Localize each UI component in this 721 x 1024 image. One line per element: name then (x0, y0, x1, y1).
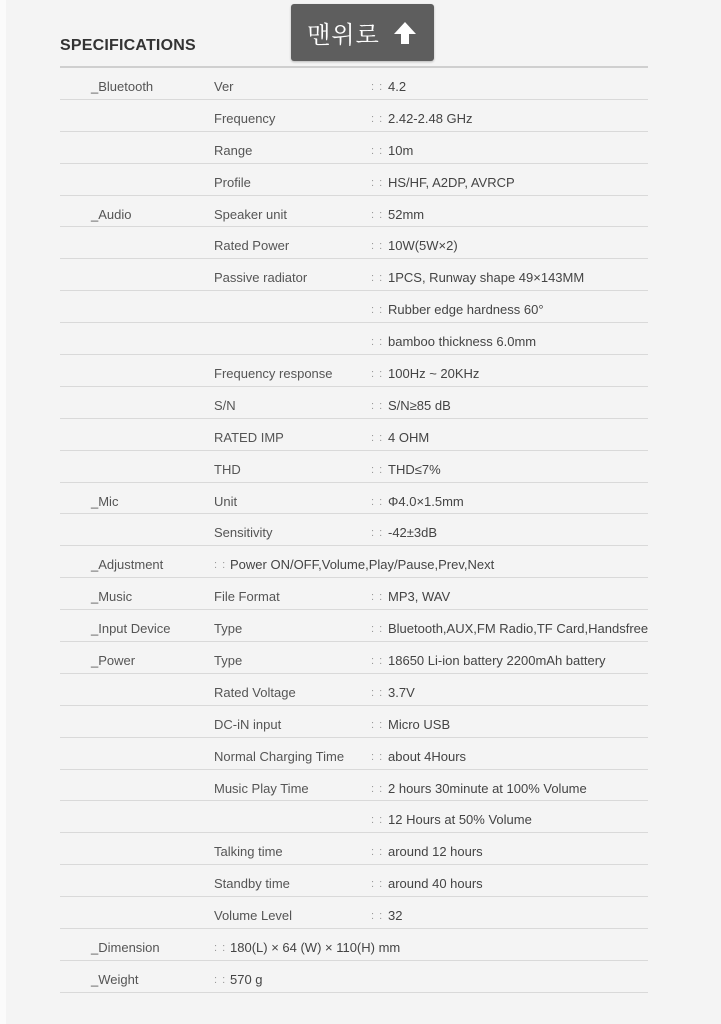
spec-separator: : : (371, 878, 384, 891)
spec-row (60, 897, 648, 929)
spec-row (60, 770, 648, 802)
spec-separator: : : (214, 973, 227, 986)
spec-separator: : : (371, 272, 384, 285)
spec-row (60, 164, 648, 196)
spec-separator: : : (371, 431, 384, 444)
spec-row (60, 355, 648, 387)
spec-label: Frequency (214, 110, 276, 126)
spec-value: 52mm (388, 206, 425, 222)
page-title: SPECIFICATIONS (60, 37, 196, 54)
spec-category: _Mic (91, 493, 119, 509)
spec-row (60, 929, 648, 961)
spec-label: File Format (214, 589, 280, 605)
spec-row (60, 68, 648, 100)
spec-category: _Audio (91, 206, 132, 222)
spec-separator: : : (371, 336, 384, 349)
arrow-up-icon (392, 20, 418, 46)
spec-row (60, 578, 648, 610)
spec-label: Music Play Time (214, 780, 309, 796)
spec-label: Profile (214, 174, 251, 190)
spec-separator: : : (371, 495, 384, 508)
spec-row (60, 738, 648, 770)
spec-category: _Bluetooth (91, 79, 154, 94)
spec-value: around 40 hours (388, 876, 483, 892)
specifications-table (60, 68, 648, 993)
spec-label: Unit (214, 493, 238, 509)
spec-label: Type (214, 621, 243, 637)
spec-label: Passive radiator (214, 270, 308, 286)
spec-separator: : : (371, 463, 384, 476)
spec-separator: : : (371, 112, 384, 125)
spec-row (60, 451, 648, 483)
spec-separator: : : (371, 399, 384, 412)
spec-label: Frequency response (214, 366, 333, 382)
spec-category: _Dimension (91, 940, 160, 956)
spec-label: Talking time (214, 844, 283, 860)
spec-row (60, 196, 648, 228)
spec-row (60, 833, 648, 865)
spec-category: _Input Device (91, 621, 171, 637)
spec-label: Speaker unit (214, 206, 287, 222)
spec-separator: : : (371, 176, 384, 189)
spec-separator: : : (371, 718, 384, 731)
spec-value: 32 (388, 908, 403, 924)
spec-separator: : : (371, 750, 384, 763)
spec-label: Volume Level (214, 908, 293, 924)
spec-row (60, 801, 648, 833)
spec-row (60, 546, 648, 578)
spec-row (60, 483, 648, 515)
spec-value: MP3, WAV (388, 589, 451, 605)
spec-row (60, 387, 648, 419)
spec-category: _Power (91, 653, 136, 669)
spec-value: HS/HF, A2DP, AVRCP (388, 174, 515, 190)
spec-row (60, 706, 648, 738)
spec-category: _Music (91, 589, 133, 605)
spec-label: Sensitivity (214, 525, 273, 541)
spec-label: S/N (214, 397, 236, 413)
spec-row (60, 514, 648, 546)
spec-value: bamboo thickness 6.0mm (388, 334, 537, 350)
spec-value: 2 hours 30minute at 100% Volume (388, 780, 587, 796)
spec-separator: : : (371, 655, 384, 668)
spec-row (60, 642, 648, 674)
spec-separator: : : (371, 846, 384, 859)
spec-separator: : : (371, 240, 384, 253)
spec-value: 2.42-2.48 GHz (388, 110, 473, 126)
spec-row (60, 419, 648, 451)
spec-separator: : : (371, 814, 384, 827)
spec-separator: : : (214, 559, 227, 572)
spec-value: THD≤7% (388, 461, 441, 477)
spec-value: Power ON/OFF,Volume,Play/Pause,Prev,Next (230, 557, 495, 573)
spec-category: _Adjustment (91, 557, 164, 573)
spec-value: 12 Hours at 50% Volume (388, 812, 532, 828)
spec-separator: : : (214, 942, 227, 955)
spec-value: about 4Hours (388, 748, 467, 764)
spec-separator: : : (371, 368, 384, 381)
spec-separator: : : (371, 81, 384, 93)
back-to-top-button[interactable] (291, 4, 434, 61)
spec-label: Standby time (214, 876, 290, 892)
spec-value: 10m (388, 142, 414, 158)
spec-value: 3.7V (388, 684, 415, 700)
spec-separator: : : (371, 686, 384, 699)
spec-separator: : : (371, 623, 384, 636)
spec-row (60, 291, 648, 323)
spec-separator: : : (371, 782, 384, 795)
spec-separator: : : (371, 304, 384, 317)
spec-value: 4 OHM (388, 429, 430, 445)
spec-value: 100Hz ~ 20KHz (388, 366, 480, 382)
spec-separator: : : (371, 208, 384, 221)
spec-label: Type (214, 653, 243, 669)
spec-value: 4.2 (388, 79, 407, 94)
page-edge (0, 0, 6, 1024)
spec-row (60, 323, 648, 355)
spec-label: DC-iN input (214, 716, 282, 732)
spec-label: Rated Power (214, 238, 290, 254)
spec-separator: : : (371, 144, 384, 157)
spec-value: 18650 Li-ion battery 2200mAh battery (388, 653, 606, 669)
spec-value: Micro USB (388, 716, 451, 732)
spec-label: Rated Voltage (214, 684, 296, 700)
spec-row (60, 961, 648, 993)
spec-value: 570 g (230, 971, 263, 987)
spec-category: _Weight (91, 971, 139, 987)
spec-label: Ver (214, 79, 234, 94)
spec-value: 180(L) × 64 (W) × 110(H) mm (230, 940, 401, 956)
spec-value: around 12 hours (388, 844, 483, 860)
spec-value: Φ4.0×1.5mm (388, 493, 464, 509)
spec-separator: : : (371, 591, 384, 604)
spec-row (60, 132, 648, 164)
spec-value: -42±3dB (388, 525, 438, 541)
spec-row (60, 100, 648, 132)
spec-separator: : : (371, 910, 384, 923)
spec-value: S/N≥85 dB (388, 397, 451, 413)
spec-label: THD (214, 461, 241, 477)
spec-value: 10W(5W×2) (388, 238, 458, 254)
back-to-top-label: 맨위로 (307, 21, 380, 49)
spec-label: Range (214, 142, 253, 158)
spec-label: Normal Charging Time (214, 748, 345, 764)
spec-row (60, 865, 648, 897)
spec-row (60, 610, 648, 642)
spec-value: Bluetooth,AUX,FM Radio,TF Card,Handsfree (388, 621, 649, 637)
spec-separator: : : (371, 527, 384, 540)
spec-row (60, 227, 648, 259)
spec-value: Rubber edge hardness 60° (388, 302, 544, 318)
spec-value: 1PCS, Runway shape 49×143MM (388, 270, 585, 286)
spec-row (60, 259, 648, 291)
spec-row (60, 674, 648, 706)
spec-label: RATED IMP (214, 429, 284, 445)
